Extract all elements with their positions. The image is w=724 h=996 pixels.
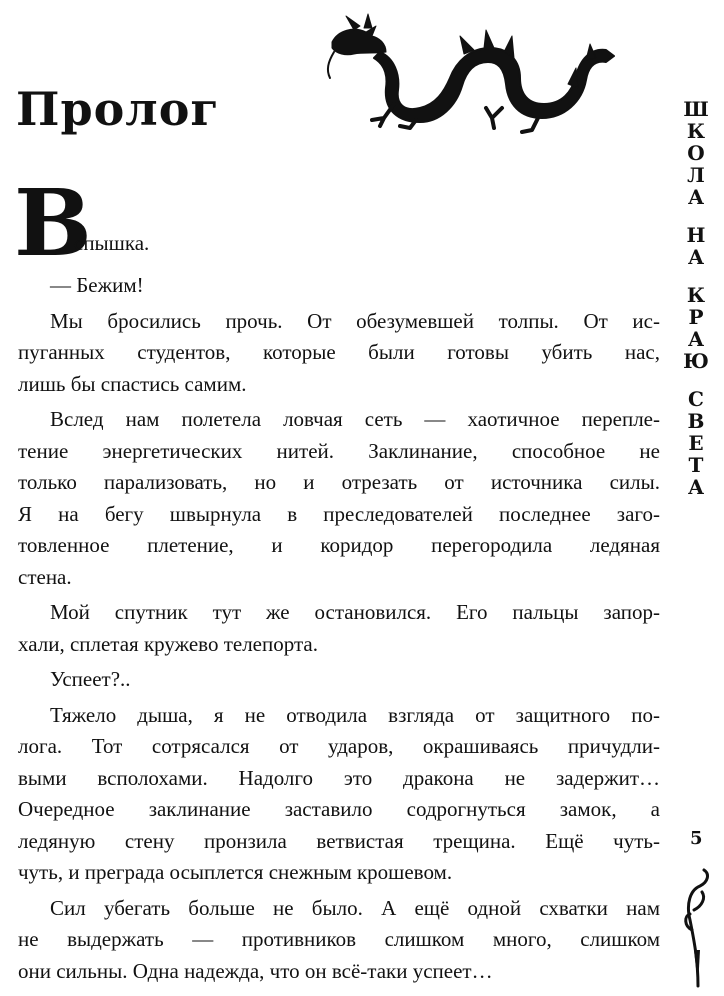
paragraph	[18, 306, 660, 401]
text-line: Тяжело дыша, я не отводила взгляда от защитного по-	[50, 702, 660, 727]
side-title-letter: А	[687, 245, 705, 269]
prologue-text	[14, 169, 660, 987]
text-line: они сильны. Одна надежда, что он всё-таки успеет…	[18, 958, 493, 983]
text-line: лога. Тот сотрясался от ударов, окрашиваясь причудли-	[18, 734, 660, 758]
text-line: Сил убегать больше не было. А ещё одной схватки нам	[50, 895, 660, 920]
text-line: не выдержать — противников слишком много, слишком	[18, 927, 660, 951]
text-line: Успеет?..	[50, 667, 131, 691]
side-title-letter: Н	[686, 223, 706, 247]
side-title-letter: К	[686, 283, 706, 307]
side-title-letter: Р	[688, 305, 704, 329]
paragraph	[18, 597, 660, 660]
text-line: лишь бы спастись самим.	[18, 371, 247, 396]
page-title: Пролог	[16, 82, 220, 136]
paragraph	[18, 700, 660, 889]
opening-line	[14, 169, 660, 277]
side-title-letter: В	[687, 409, 705, 433]
side-title-letter: О	[687, 141, 705, 165]
side-title-letter: Т	[688, 453, 704, 477]
text-line: пуганных студентов, которые были готовы убить нас,	[18, 340, 660, 364]
side-title-letter: Ю	[683, 349, 709, 373]
side-title-word	[678, 284, 714, 372]
side-title-letter: С	[688, 387, 704, 411]
ornament-flourish-icon	[680, 860, 716, 988]
side-title-letter: А	[687, 327, 705, 351]
text-line: Вслед нам полетела ловчая сеть — хаотичное перепле-	[50, 407, 660, 431]
side-title-letter: А	[687, 475, 705, 499]
paragraphs	[18, 270, 660, 987]
side-title-letter: Ш	[683, 97, 709, 121]
text-line: выми всполохами. Надолго это дракона не задержит…	[18, 765, 660, 790]
paragraph	[18, 404, 660, 593]
text-line: только парализовать, но и отрезать от источника силы.	[18, 470, 660, 494]
text-line: — Бежим!	[50, 273, 144, 297]
text-line: Я на бегу швырнула в преследователей последнее заго-	[18, 501, 660, 526]
side-title-letter: Л	[687, 163, 705, 187]
text-line: Мой спутник тут же остановился. Его пальцы запор-	[50, 600, 660, 624]
side-title-word	[678, 224, 714, 268]
drop-cap: В	[14, 169, 92, 277]
side-book-title	[678, 98, 714, 514]
paragraph	[18, 664, 660, 696]
text-line: стена.	[18, 564, 72, 589]
paragraph	[18, 270, 660, 302]
text-line: товленное плетение, и коридор перегородила ледяная	[18, 533, 660, 557]
text-line: тение энергетических нитей. Заклинание, способное не	[18, 438, 660, 463]
text-line: ледяную стену пронзила ветвистая трещина. Ещё чуть-	[18, 828, 660, 853]
text-line: чуть, и преграда осыплется снежным крошевом.	[18, 860, 453, 884]
side-title-letter: Е	[688, 431, 704, 455]
page-number: 5	[690, 828, 703, 849]
paragraph	[18, 893, 660, 988]
side-title-letter: А	[687, 185, 705, 209]
text-line: Очередное заклинание заставило содрогнуться замок, а	[18, 797, 660, 821]
side-title-word	[678, 388, 714, 498]
side-title-letter: К	[686, 119, 706, 143]
text-line: Мы бросились прочь. От обезумевшей толпы. От ис-	[50, 308, 660, 333]
text-line: хали, сплетая кружево телепорта.	[18, 631, 318, 656]
opening-word: спышка.	[74, 231, 150, 255]
side-title-word	[678, 98, 714, 208]
dragon-illustration	[324, 8, 620, 136]
